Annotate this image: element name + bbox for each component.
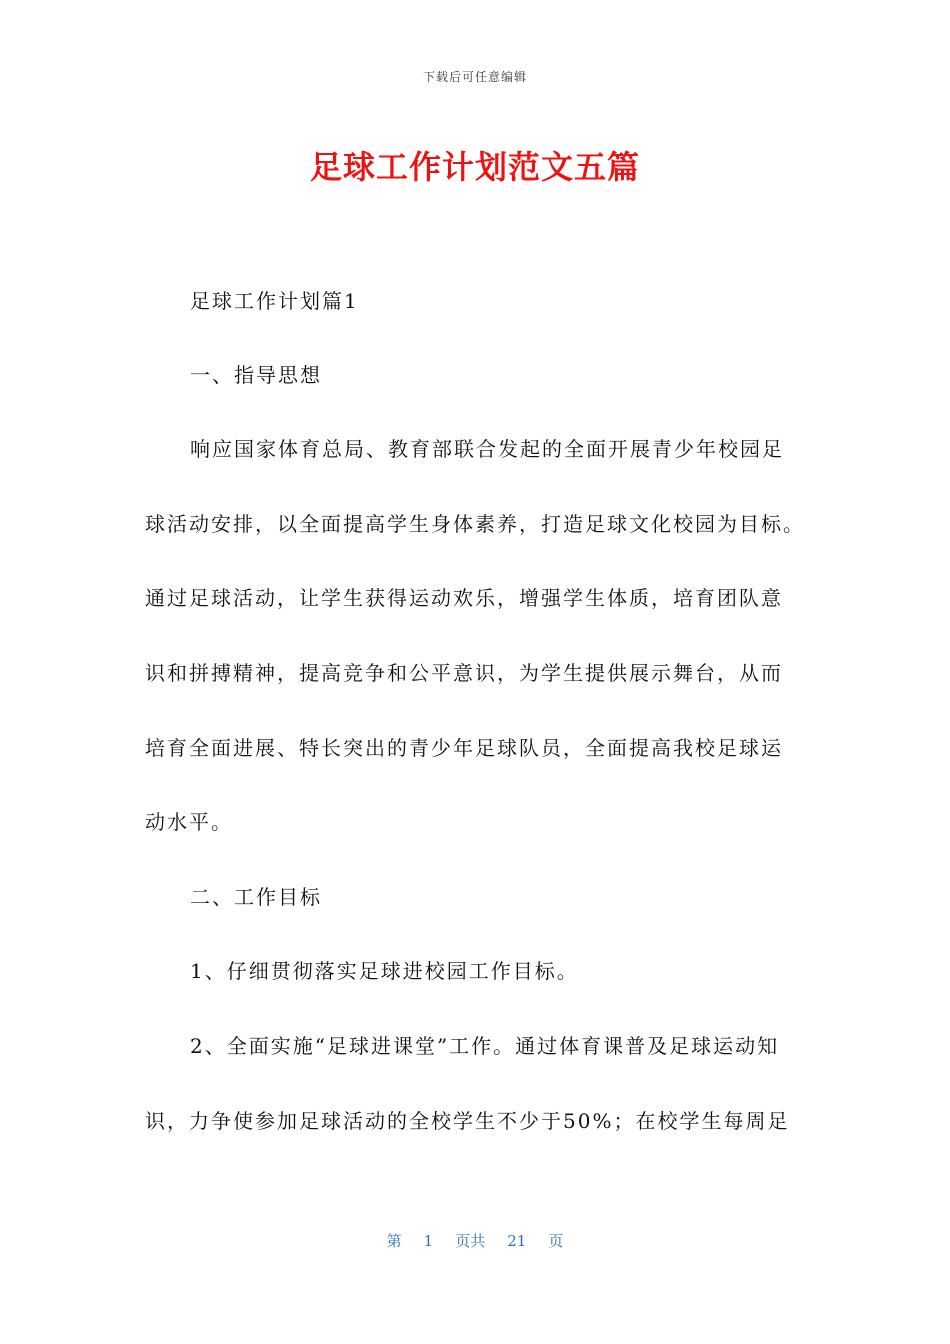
paragraph-line: 通过足球活动，让学生获得运动欢乐，增强学生体质，培育团队意 [145,586,783,610]
paragraph-line: 动水平。 [145,810,233,834]
footer-total-pages: 21 [507,1232,527,1250]
paragraph-line: 识，力争使参加足球活动的全校学生不少于50%；在校学生每周足 [145,1109,790,1133]
paragraph-line: 响应国家体育总局、教育部联合发起的全面开展青少年校园足 [190,437,784,461]
section-heading-guiding-ideology: 一、指导思想 [190,363,322,387]
section-heading-plan-1: 足球工作计划篇1 [190,289,359,313]
paragraph-line: 培育全面进展、特长突出的青少年足球队员，全面提高我校足球运 [145,736,783,760]
document-title: 足球工作计划范文五篇 [309,148,640,186]
paragraph-line: 识和拼搏精神，提高竞争和公平意识，为学生提供展示舞台，从而 [145,661,783,685]
page-footer [0,1230,950,1251]
footer-middle: 页共 [455,1232,486,1250]
footer-prefix: 第 [386,1232,402,1250]
paragraph-line: 球活动安排，以全面提高学生身体素养，打造足球文化校园为目标。 [145,512,805,536]
header-note: 下载后可任意编辑 [422,70,527,84]
section-heading-work-goals: 二、工作目标 [190,885,322,909]
list-item: 2、全面实施“足球进课堂”工作。通过体育课普及足球运动知 [190,1034,780,1058]
footer-current-page: 1 [423,1232,434,1250]
footer-suffix: 页 [548,1232,564,1250]
list-item: 1、仔细贯彻落实足球进校园工作目标。 [190,959,579,983]
